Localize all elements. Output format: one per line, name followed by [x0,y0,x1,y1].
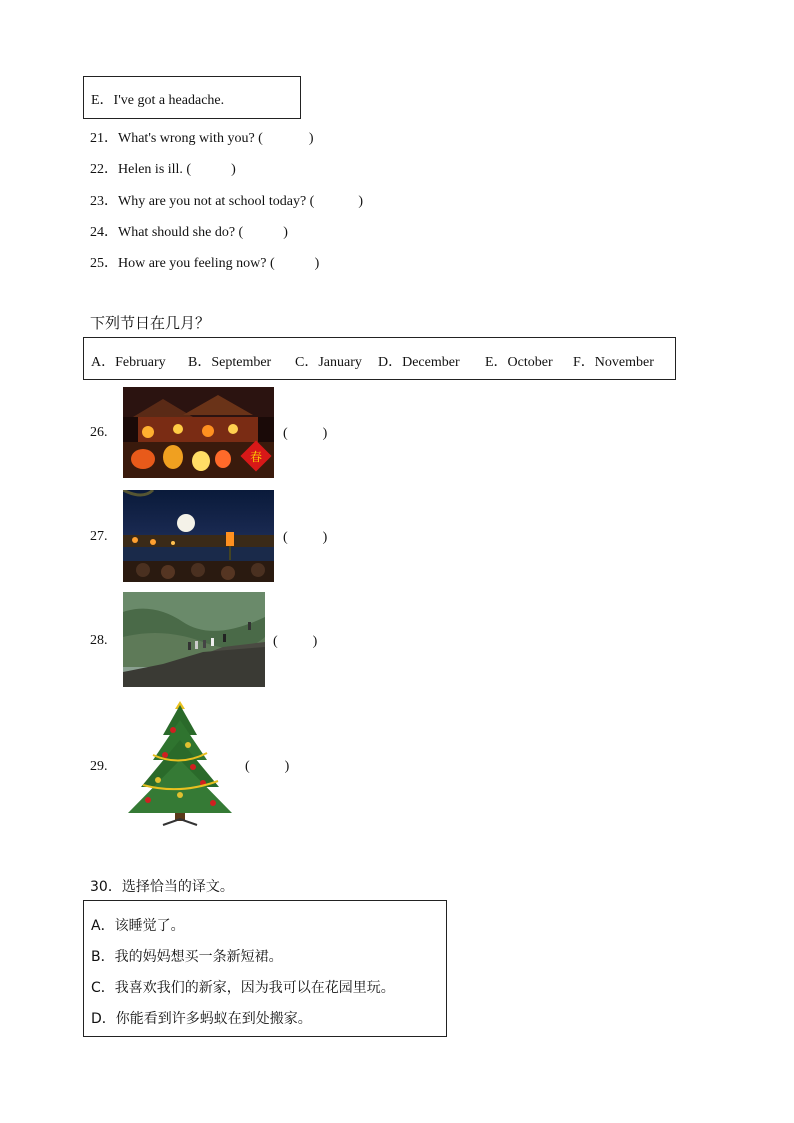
mid-autumn-moon-night-image [123,490,274,582]
item-28-number: 28. [90,633,108,648]
option-december: D．December [378,355,460,370]
option-october: E．October [485,355,553,370]
item-27-number: 27. [90,529,108,544]
translation-option-c: C．我喜欢我们的新家，因为我可以在花园里玩。 [91,980,395,996]
option-february: A．February [91,355,166,370]
mountain-climbing-image [123,592,265,687]
translation-options-box [83,900,447,1037]
option-e-text: E．I've got a headache. [91,93,225,108]
christmas-tree-image [123,695,238,830]
translation-option-d: D．你能看到许多蚂蚁在到处搬家。 [91,1011,312,1027]
question-21: 21．What's wrong with you? ( ) [90,131,314,146]
item-27-answer-blank[interactable]: ( ) [283,530,328,545]
question-25: 25．How are you feeling now? ( ) [90,256,320,271]
question-23: 23．Why are you not at school today? ( ) [90,194,363,209]
option-september: B．September [188,355,272,370]
month-options-box [83,337,676,380]
question-24: 24．What should she do? ( ) [90,225,288,240]
option-november: F．November [573,355,654,370]
item-26-answer-blank[interactable]: ( ) [283,426,328,441]
option-e-box [83,76,301,119]
item-26-number: 26. [90,425,108,440]
translation-option-a: A．该睡觉了。 [91,918,185,934]
section-title-festivals: 下列节日在几月？ [90,314,211,332]
translation-option-b: B．我的妈妈想买一条新短裙。 [91,949,283,965]
item-29-number: 29. [90,759,108,774]
spring-festival-lanterns-image [123,387,274,478]
item-29-answer-blank[interactable]: ( ) [245,759,290,774]
svg-text:春: 春 [250,450,263,464]
section-title-translation: 30．选择恰当的译文。 [90,879,234,895]
question-22: 22．Helen is ill. ( ) [90,162,236,177]
option-january: C．January [295,355,362,370]
item-28-answer-blank[interactable]: ( ) [273,634,318,649]
